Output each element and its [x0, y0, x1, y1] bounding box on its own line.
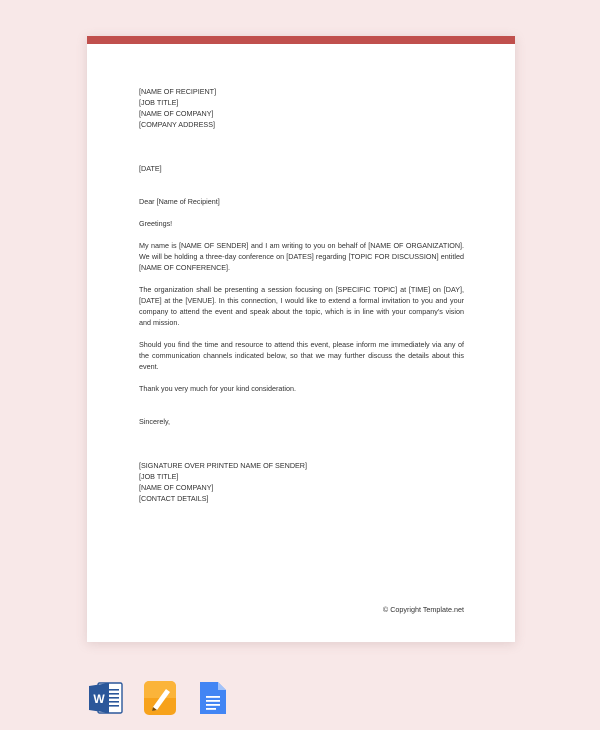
recipient-address: [COMPANY ADDRESS] — [139, 120, 216, 129]
paragraph-thanks: Thank you very much for your kind consideration. — [139, 384, 297, 393]
word-icon[interactable] — [88, 680, 124, 716]
recipient-name: [NAME OF RECIPIENT] — [139, 87, 217, 96]
sender-signature-name: [SIGNATURE OVER PRINTED NAME OF SENDER] — [139, 461, 307, 470]
sender-company: [NAME OF COMPANY] — [139, 483, 214, 492]
copyright-notice: © Copyright Template.net — [382, 605, 464, 614]
closing: Sincerely, — [139, 417, 171, 426]
recipient-company: [NAME OF COMPANY] — [139, 109, 214, 118]
paragraph-session: The organization shall be presenting a session focusing on [SPECIFIC TOPIC] at [TIME] on [DAY], [DATE] at the [VENUE]. In this connection, I would like to extend a formal invitation to you and your company to attend the event and speak about the topic, which is in line with your company’s vision and mission. — [139, 285, 464, 327]
sender-contact-details: [CONTACT DETAILS] — [139, 494, 209, 503]
signature-block — [139, 460, 464, 504]
recipient-job-title: [JOB TITLE] — [139, 98, 179, 107]
google-docs-icon[interactable] — [198, 680, 228, 716]
salutation: Dear [Name of Recipient] — [139, 197, 220, 206]
letter-page — [87, 36, 515, 642]
word-letter: W — [93, 692, 105, 706]
recipient-block — [139, 86, 464, 130]
pages-icon[interactable] — [142, 680, 178, 716]
greeting: Greetings! — [139, 219, 173, 228]
paragraph-request: Should you find the time and resource to attend this event, please inform me immediately via any of the communication channels indicated below, so that we may further discuss the details about this event. — [139, 340, 464, 371]
paragraph-intro: My name is [NAME OF SENDER] and I am writing to you on behalf of [NAME OF ORGANIZATION]. We will be holding a three-day conference on [DATES] regarding [TOPIC FOR DISCUSSION] entitled [NAME OF CONFERENCE]. — [139, 241, 464, 272]
sender-job-title: [JOB TITLE] — [139, 472, 179, 481]
letter-body — [139, 86, 464, 504]
accent-bar — [87, 36, 515, 44]
letter-date: [DATE] — [139, 164, 162, 173]
